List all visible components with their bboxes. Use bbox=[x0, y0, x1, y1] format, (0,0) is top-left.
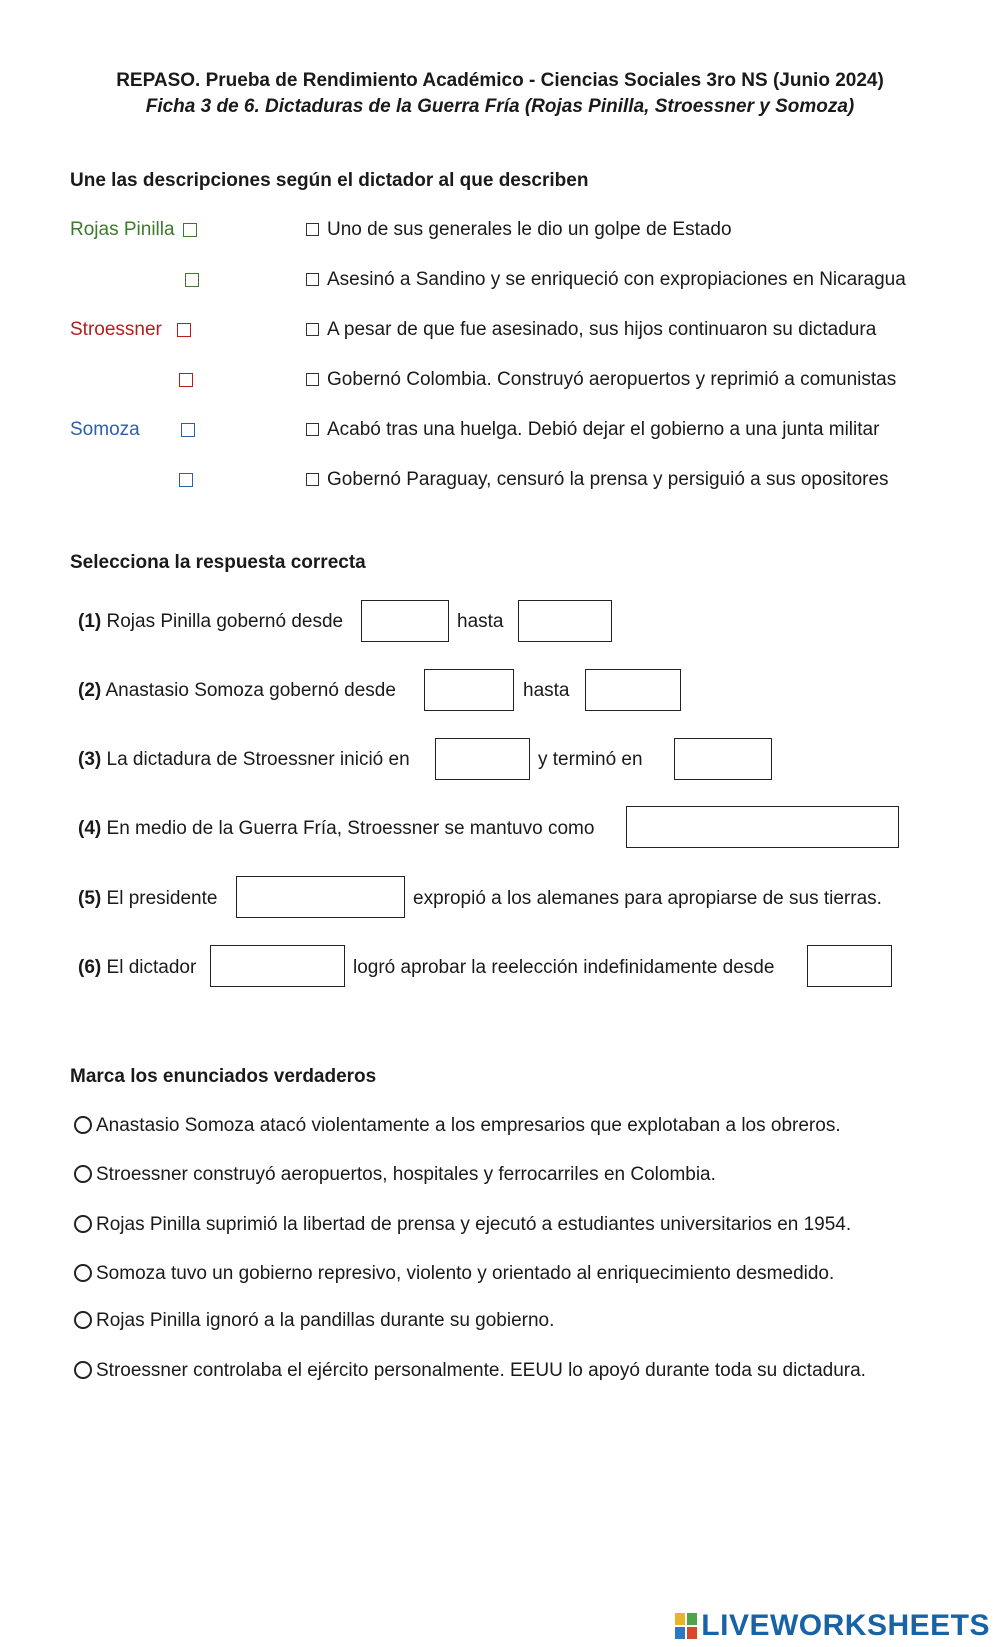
page-subtitle: Ficha 3 de 6. Dictaduras de la Guerra Fría (Rojas Pinilla, Stroessner y Somoza) bbox=[145, 96, 855, 117]
question-3-mid: y terminó en bbox=[538, 749, 643, 770]
statement-radio-5[interactable] bbox=[74, 1311, 92, 1329]
answer-input-6b[interactable] bbox=[807, 945, 892, 987]
question-3: (3) La dictadura de Stroessner inició en bbox=[78, 749, 410, 770]
answer-input-3a[interactable] bbox=[435, 738, 530, 780]
statement-text-5: Rojas Pinilla ignoró a la pandillas durante su gobierno. bbox=[96, 1310, 555, 1331]
match-node-stroessner-1[interactable] bbox=[177, 323, 191, 337]
dictator-label-stroessner: Stroessner bbox=[70, 319, 162, 340]
statement-text-2: Stroessner construyó aeropuertos, hospitales y ferrocarriles en Colombia. bbox=[96, 1164, 716, 1185]
match-node-description[interactable] bbox=[306, 423, 319, 436]
answer-input-1a[interactable] bbox=[361, 600, 449, 642]
match-node-description[interactable] bbox=[306, 323, 319, 336]
liveworksheets-logo bbox=[675, 1609, 990, 1643]
match-node-description[interactable] bbox=[306, 223, 319, 236]
match-node-rojas-pinilla-1[interactable] bbox=[183, 223, 197, 237]
description-item[interactable]: Asesinó a Sandino y se enriqueció con expropiaciones en Nicaragua bbox=[306, 269, 906, 291]
answer-input-4[interactable] bbox=[626, 806, 899, 848]
page-title: REPASO. Prueba de Rendimiento Académico - Ciencias Sociales 3ro NS (Junio 2024) bbox=[116, 70, 884, 91]
dictator-label-somoza: Somoza bbox=[70, 419, 140, 440]
match-node-description[interactable] bbox=[306, 473, 319, 486]
match-node-rojas-pinilla-2[interactable] bbox=[185, 273, 199, 287]
question-1-mid: hasta bbox=[457, 611, 504, 632]
description-item[interactable]: A pesar de que fue asesinado, sus hijos continuaron su dictadura bbox=[306, 319, 876, 341]
description-item[interactable]: Gobernó Colombia. Construyó aeropuertos y reprimió a comunistas bbox=[306, 369, 896, 391]
statement-radio-3[interactable] bbox=[74, 1215, 92, 1233]
answer-input-2a[interactable] bbox=[424, 669, 514, 711]
answer-input-3b[interactable] bbox=[674, 738, 772, 780]
question-1: (1) Rojas Pinilla gobernó desde bbox=[78, 611, 344, 632]
question-2: (2) Anastasio Somoza gobernó desde bbox=[78, 680, 396, 701]
description-item[interactable]: Uno de sus generales le dio un golpe de Estado bbox=[306, 219, 732, 241]
match-node-somoza-1[interactable] bbox=[181, 423, 195, 437]
question-6-mid: logró aprobar la reelección indefinidamente desde bbox=[353, 957, 775, 978]
statement-radio-6[interactable] bbox=[74, 1361, 92, 1379]
answer-input-2b[interactable] bbox=[585, 669, 681, 711]
match-node-stroessner-2[interactable] bbox=[179, 373, 193, 387]
match-node-description[interactable] bbox=[306, 373, 319, 386]
match-node-somoza-2[interactable] bbox=[179, 473, 193, 487]
section-matching-heading: Une las descripciones según el dictador al que describen bbox=[70, 170, 589, 191]
question-5-mid: expropió a los alemanes para apropiarse de sus tierras. bbox=[413, 888, 882, 909]
statement-text-1: Anastasio Somoza atacó violentamente a los empresarios que explotaban a los obreros. bbox=[96, 1115, 841, 1136]
dictator-label-rojas-pinilla: Rojas Pinilla bbox=[70, 219, 175, 240]
question-2-mid: hasta bbox=[523, 680, 570, 701]
answer-input-1b[interactable] bbox=[518, 600, 612, 642]
question-6: (6) El dictador bbox=[78, 957, 197, 978]
section-truefalse-heading: Marca los enunciados verdaderos bbox=[70, 1066, 377, 1087]
section-fill-heading: Selecciona la respuesta correcta bbox=[70, 552, 366, 573]
answer-input-6a[interactable] bbox=[210, 945, 345, 987]
statement-radio-1[interactable] bbox=[74, 1116, 92, 1134]
statement-text-4: Somoza tuvo un gobierno represivo, violento y orientado al enriquecimiento desmedido. bbox=[96, 1263, 835, 1284]
question-5: (5) El presidente bbox=[78, 888, 218, 909]
brand-name: LIVEWORKSHEETS bbox=[701, 1609, 990, 1642]
statement-radio-4[interactable] bbox=[74, 1264, 92, 1282]
liveworksheets-logo-icon bbox=[675, 1613, 697, 1639]
match-node-description[interactable] bbox=[306, 273, 319, 286]
statement-text-6: Stroessner controlaba el ejército personalmente. EEUU lo apoyó durante toda su dictadura. bbox=[96, 1360, 866, 1381]
description-item[interactable]: Acabó tras una huelga. Debió dejar el gobierno a una junta militar bbox=[306, 419, 879, 441]
question-4: (4) En medio de la Guerra Fría, Stroessner se mantuvo como bbox=[78, 818, 595, 839]
description-item[interactable]: Gobernó Paraguay, censuró la prensa y persiguió a sus opositores bbox=[306, 469, 889, 491]
statement-radio-2[interactable] bbox=[74, 1165, 92, 1183]
answer-input-5[interactable] bbox=[236, 876, 405, 918]
statement-text-3: Rojas Pinilla suprimió la libertad de prensa y ejecutó a estudiantes universitarios en 1954. bbox=[96, 1214, 852, 1235]
